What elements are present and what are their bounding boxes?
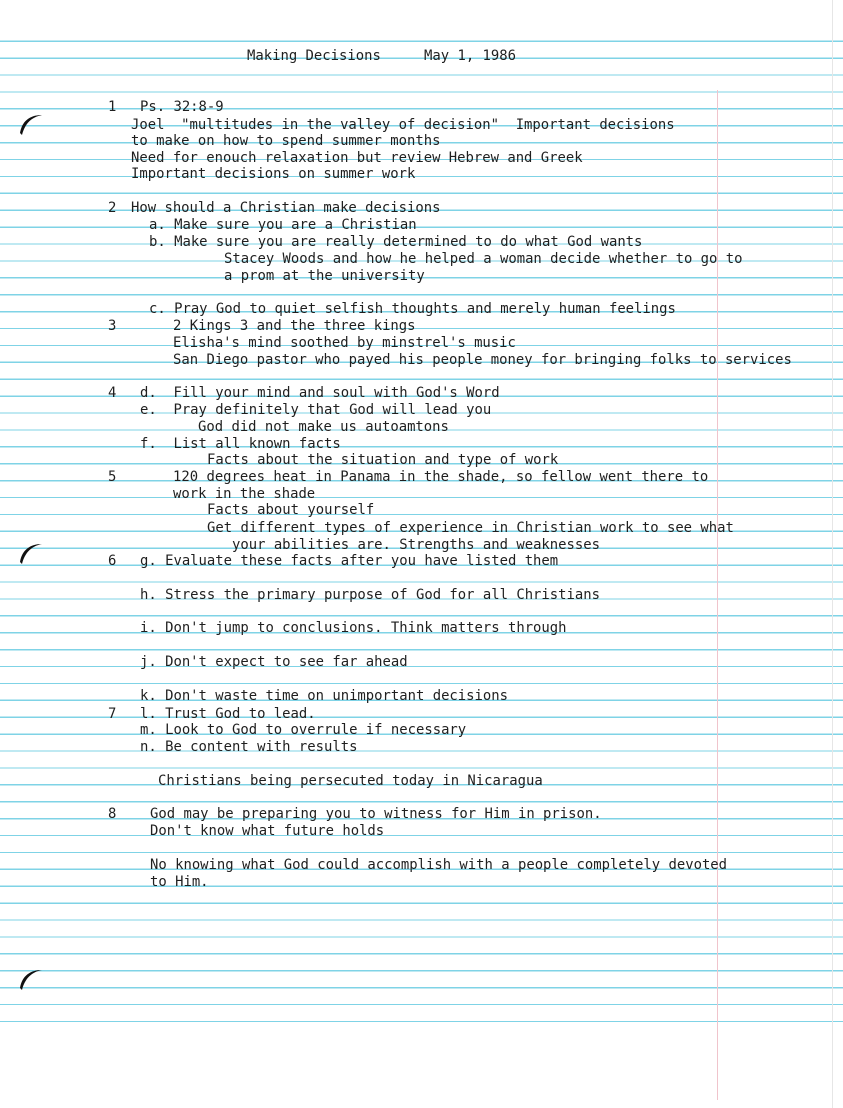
note-line: i. Don't jump to conclusions. Think matters through — [140, 620, 567, 636]
note-line: Don't know what future holds — [150, 823, 385, 839]
page-date: May 1, 1986 — [424, 48, 516, 64]
note-line: Christians being persecuted today in Nicaragua — [158, 773, 543, 789]
binder-hole-icon — [18, 540, 44, 566]
note-line: b. Make sure you are really determined to do what God wants — [149, 234, 643, 250]
point-number: 6 — [108, 553, 117, 569]
point-number: 5 — [108, 469, 117, 485]
note-line: Get different types of experience in Christian work to see what — [207, 520, 734, 536]
note-line: your abilities are. Strengths and weaknesses — [232, 537, 600, 553]
note-line: e. Pray definitely that God will lead you — [140, 402, 492, 418]
note-line: f. List all known facts — [140, 436, 341, 452]
note-line: No knowing what God could accomplish with a people completely devoted — [150, 857, 728, 873]
note-line: to make on how to spend summer months — [131, 133, 441, 149]
note-line: to Him. — [150, 874, 209, 890]
page-title: Making Decisions — [247, 48, 381, 64]
note-line: d. Fill your mind and soul with God's Word — [140, 385, 500, 401]
note-line: work in the shade — [173, 486, 316, 502]
note-line: Ps. 32:8-9 — [140, 99, 224, 115]
note-line: Stacey Woods and how he helped a woman decide whether to go to — [224, 251, 743, 267]
note-line: 120 degrees heat in Panama in the shade, so fellow went there to — [173, 469, 709, 485]
note-line: n. Be content with results — [140, 739, 358, 755]
note-line: a. Make sure you are a Christian — [149, 217, 417, 233]
note-line: l. Trust God to lead. — [140, 706, 316, 722]
note-line: Need for enouch relaxation but review Hebrew and Greek — [131, 150, 583, 166]
margin-line — [717, 90, 718, 1100]
note-line: Elisha's mind soothed by minstrel's music — [173, 335, 516, 351]
note-line: m. Look to God to overrule if necessary — [140, 722, 467, 738]
note-line: Facts about the situation and type of work — [207, 452, 559, 468]
binder-hole-icon — [18, 966, 44, 992]
note-line: h. Stress the primary purpose of God for all Christians — [140, 587, 600, 603]
note-line: How should a Christian make decisions — [131, 200, 441, 216]
point-number: 1 — [108, 99, 117, 115]
point-number: 4 — [108, 385, 117, 401]
note-line: Important decisions on summer work — [131, 166, 416, 182]
note-line: God may be preparing you to witness for Him in prison. — [150, 806, 602, 822]
note-line: k. Don't waste time on unimportant decisions — [140, 688, 508, 704]
note-line: God did not make us autoamtons — [198, 419, 449, 435]
note-line: c. Pray God to quiet selfish thoughts and merely human feelings — [149, 301, 676, 317]
note-line: a prom at the university — [224, 268, 425, 284]
point-number: 8 — [108, 806, 117, 822]
note-line: j. Don't expect to see far ahead — [140, 654, 408, 670]
note-line: g. Evaluate these facts after you have listed them — [140, 553, 559, 569]
point-number: 3 — [108, 318, 117, 334]
note-line: 2 Kings 3 and the three kings — [173, 318, 416, 334]
note-line: San Diego pastor who payed his people money for bringing folks to services — [173, 352, 792, 368]
page-edge — [832, 0, 833, 1108]
binder-hole-icon — [18, 111, 44, 137]
note-line: Joel "multitudes in the valley of decision" Important decisions — [131, 117, 675, 133]
point-number: 7 — [108, 706, 117, 722]
point-number: 2 — [108, 200, 117, 216]
note-line: Facts about yourself — [207, 502, 375, 518]
